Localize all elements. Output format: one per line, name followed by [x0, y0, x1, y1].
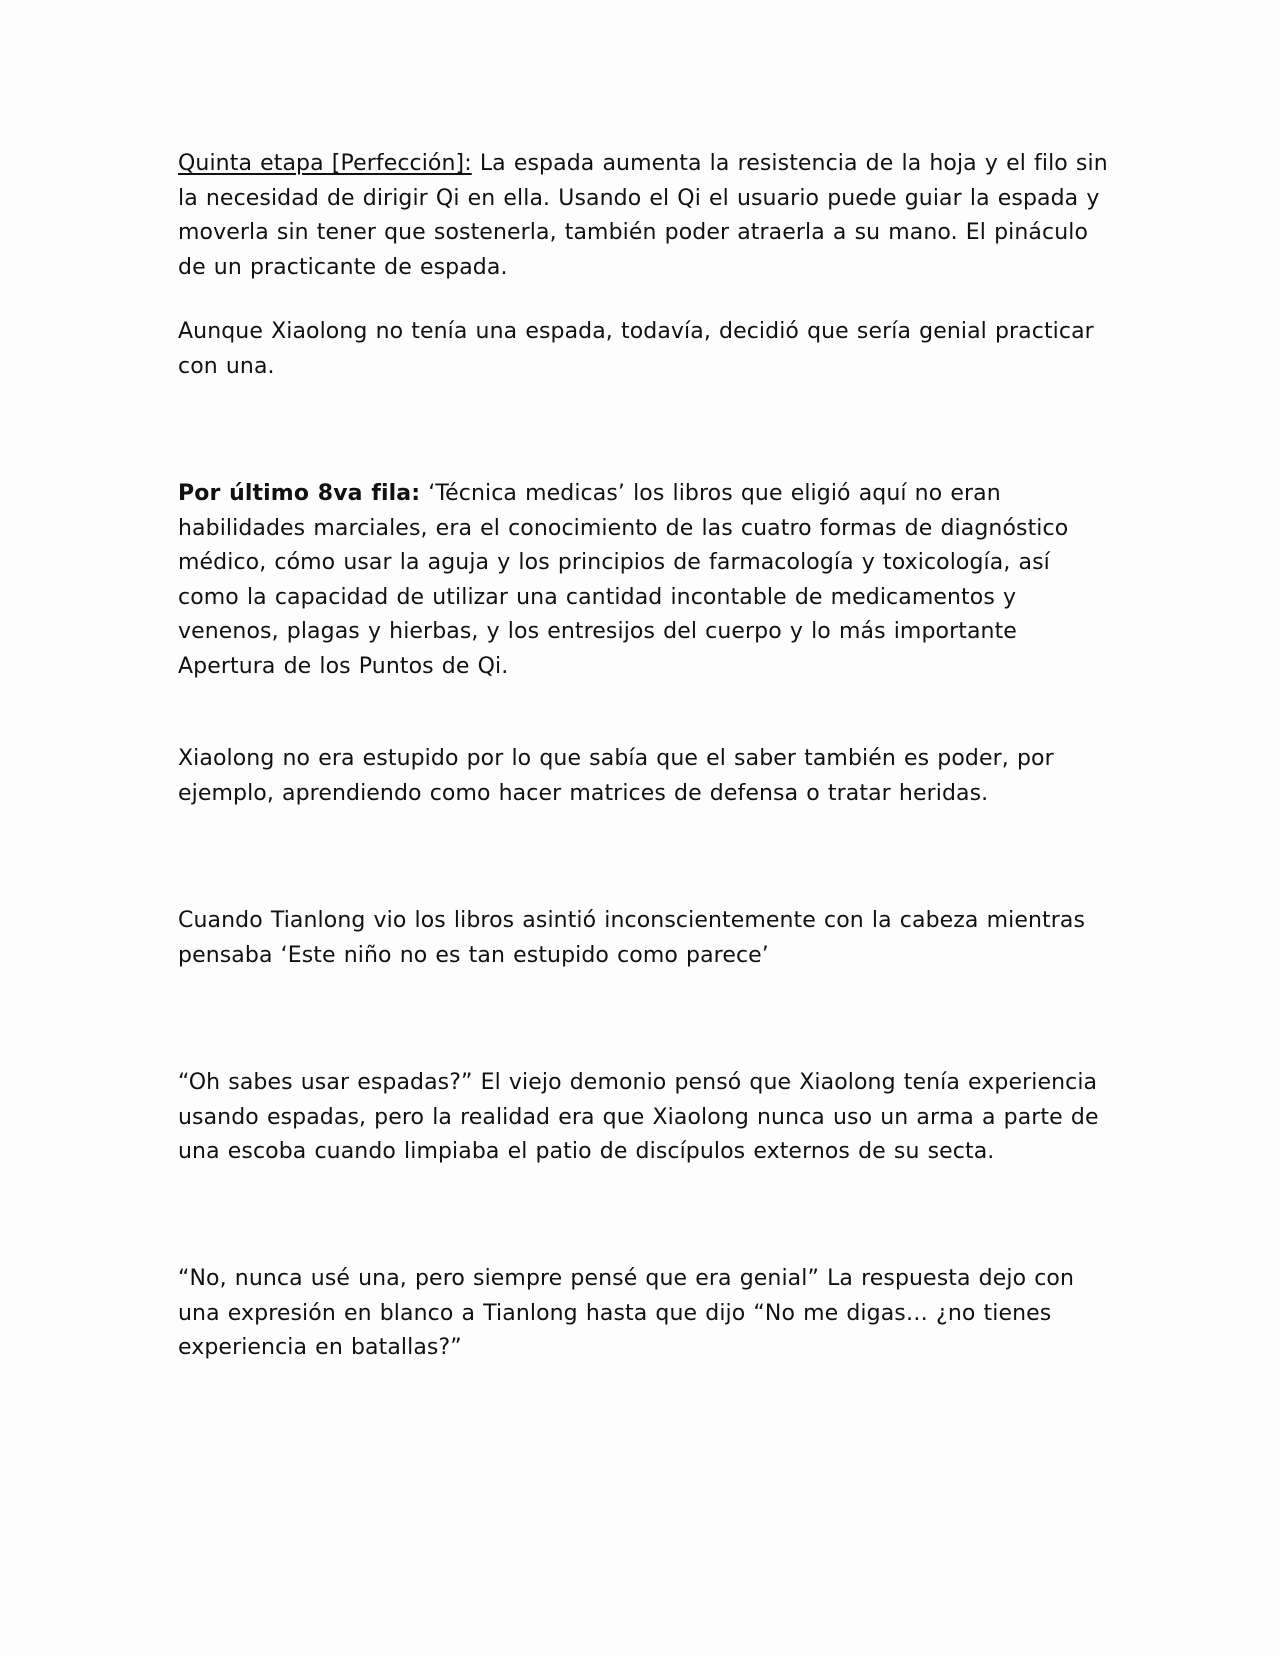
- paragraph-xiaolong-no-era-estupido: [178, 742, 1108, 811]
- paragraph-text: “No, nunca usé una, pero siempre pensé que era genial” La respuesta dejo con una expresión en blanco a Tianlong hasta que dijo “No me digas… ¿no tienes experiencia en batallas?”: [178, 1266, 1075, 1360]
- paragraph-text: “Oh sabes usar espadas?” El viejo demonio pensó que Xiaolong tenía experiencia usando espadas, pero la realidad era que Xiaolong nunca uso un arma a parte de una escoba cuando limpiaba el patio de discípulos externos de su secta.: [178, 1070, 1099, 1164]
- paragraph-oh-sabes-usar-espadas: [178, 1066, 1108, 1170]
- paragraph-lead-bold: Por último 8va fila:: [178, 481, 421, 506]
- paragraph-text: ‘Técnica medicas’ los libros que eligió aquí no eran habilidades marciales, era el conocimiento de las cuatro formas de diagnóstico médico, cómo usar la aguja y los principios de farmacología y toxicología, así como la capacidad de utilizar una cantidad incontable de medicamentos y venenos, plagas y hierbas, y los entresijos del cuerpo y lo más importante Apertura de los Puntos de Qi.: [178, 481, 1069, 679]
- paragraph-quinta-etapa: [178, 147, 1108, 285]
- paragraph-lead-underlined: Quinta etapa [Perfección]:: [178, 151, 472, 176]
- paragraph-aunque-xiaolong: [178, 315, 1108, 384]
- paragraph-octava-fila: [178, 477, 1108, 684]
- paragraph-text: La espada aumenta la resistencia de la hoja y el filo sin la necesidad de dirigir Qi en ella. Usando el Qi el usuario puede guiar la espada y moverla sin tener que sostenerla, también poder atraerla a su mano. El pináculo de un practicante de espada.: [178, 151, 1108, 280]
- paragraph-text: Cuando Tianlong vio los libros asintió inconscientemente con la cabeza mientras pensaba ‘Este niño no es tan estupido como parece’: [178, 908, 1086, 968]
- paragraph-text: Xiaolong no era estupido por lo que sabía que el saber también es poder, por ejemplo, aprendiendo como hacer matrices de defensa o tratar heridas.: [178, 746, 1054, 806]
- paragraph-no-nunca-use-una: [178, 1262, 1108, 1366]
- paragraph-text: Aunque Xiaolong no tenía una espada, todavía, decidió que sería genial practicar con una.: [178, 319, 1094, 379]
- paragraph-cuando-tianlong: [178, 904, 1108, 973]
